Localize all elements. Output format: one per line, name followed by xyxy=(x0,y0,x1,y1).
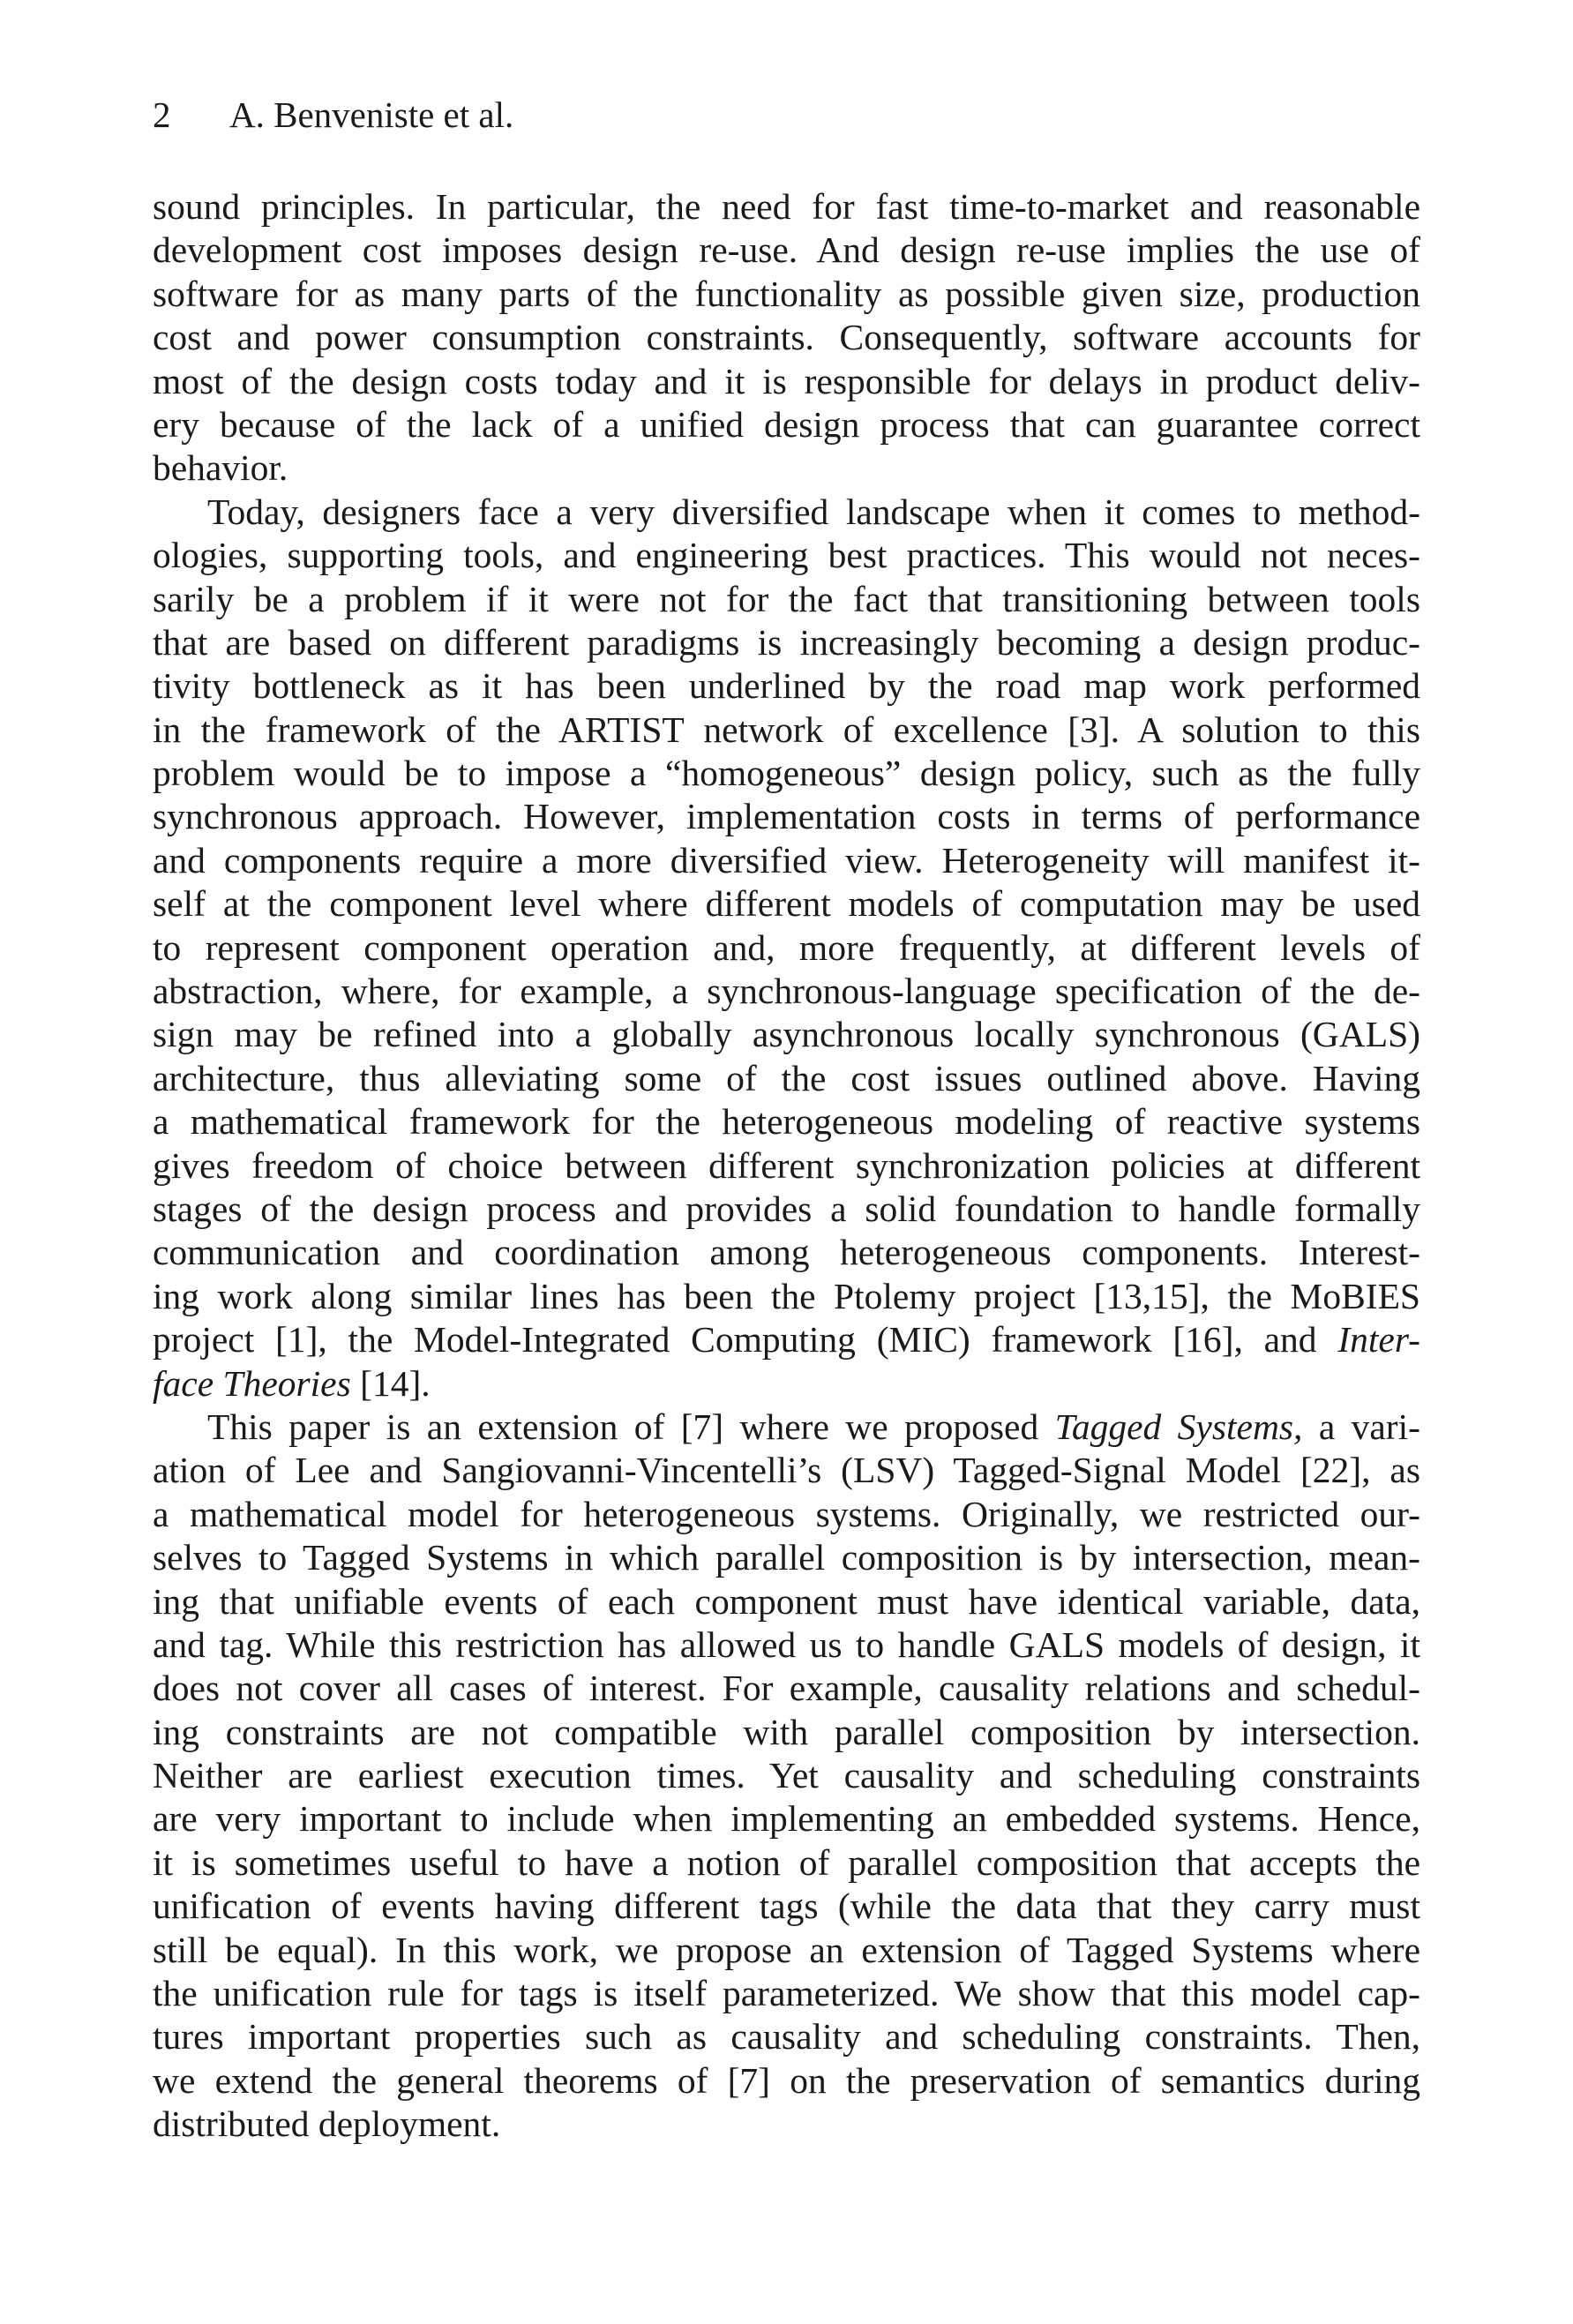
text-line: sign may be refined into a globally asynchronous locally synchronous (GALS) xyxy=(153,1014,1420,1055)
text-line: cost and power consumption constraints. Consequently, software accounts for xyxy=(153,317,1420,358)
emphasis-run: face Theories xyxy=(153,1362,351,1404)
text-line: the unification rule for tags is itself parameterized. We show that this model cap- xyxy=(153,1973,1420,2014)
text-line: are very important to include when implementing an embedded systems. Hence, xyxy=(153,1798,1420,1840)
text-line: abstraction, where, for example, a synchronous-language specification of the de- xyxy=(153,971,1420,1012)
text-line: self at the component level where different models of computation may be used xyxy=(153,883,1420,925)
text-run: a vari- xyxy=(1302,1406,1420,1447)
text-line: we extend the general theorems of [7] on the preservation of semantics during xyxy=(153,2059,1420,2101)
text-line: and tag. While this restriction has allowed us to handle GALS models of design, it xyxy=(153,1623,1420,1665)
text-line: ing constraints are not compatible with parallel composition by intersection. xyxy=(153,1711,1420,1752)
text-line: ing that unifiable events of each component must have identical variable, data, xyxy=(153,1580,1420,1622)
running-head-authors: A. Benveniste et al. xyxy=(229,94,514,135)
emphasis-run: Tagged Systems, xyxy=(1054,1406,1303,1447)
text-line xyxy=(153,1406,1420,1449)
text-line: most of the design costs today and it is responsible for delays in product deliv- xyxy=(153,360,1420,401)
text-line: ologies, supporting tools, and engineering best practices. This would not neces- xyxy=(153,535,1420,576)
text-line: synchronous approach. However, implementation costs in terms of performance xyxy=(153,796,1420,837)
text-line: stages of the design process and provides a solid foundation to handle formally xyxy=(153,1188,1420,1229)
text-line: software for as many parts of the functionality as possible given size, production xyxy=(153,273,1420,314)
text-line: still be equal). In this work, we propose an extension of Tagged Systems where xyxy=(153,1929,1420,1970)
text-line: sarily be a problem if it were not for the fact that transitioning between tools xyxy=(153,578,1420,619)
text-line: in the framework of the ARTIST network of excellence [3]. A solution to this xyxy=(153,708,1420,750)
text-line: selves to Tagged Systems in which parallel composition is by intersection, mean- xyxy=(153,1537,1420,1578)
text-line: Today, designers face a very diversified landscape when it comes to method- xyxy=(207,491,1420,532)
text-run: [14]. xyxy=(350,1362,431,1404)
body-text xyxy=(153,185,1420,2147)
text-line: tivity bottleneck as it has been underlined by the road map work performed xyxy=(153,665,1420,707)
text-line: behavior. xyxy=(153,447,288,489)
text-run: project [1], the Model-Integrated Computing (MIC) framework [16], and xyxy=(153,1319,1338,1361)
text-line: does not cover all cases of interest. For example, causality relations and schedul- xyxy=(153,1668,1420,1709)
text-line: unification of events having different tags (while the data that they carry must xyxy=(153,1885,1420,1927)
text-line: and components require a more diversified view. Heterogeneity will manifest it- xyxy=(153,839,1420,881)
text-line: to represent component operation and, more frequently, at different levels of xyxy=(153,926,1420,968)
text-line: it is sometimes useful to have a notion of parallel composition that accepts the xyxy=(153,1841,1420,1883)
emphasis-run: Inter- xyxy=(1337,1319,1420,1361)
text-line: ery because of the lack of a unified design process that can guarantee correct xyxy=(153,403,1420,445)
text-line: tures important properties such as causality and scheduling constraints. Then, xyxy=(153,2016,1420,2058)
text-line: a mathematical framework for the heterogeneous modeling of reactive systems xyxy=(153,1101,1420,1143)
text-line: ation of Lee and Sangiovanni-Vincentelli’s (LSV) Tagged-Signal Model [22], as xyxy=(153,1450,1420,1491)
text-line: that are based on different paradigms is increasingly becoming a design produc- xyxy=(153,621,1420,663)
text-line: architecture, thus alleviating some of the cost issues outlined above. Having xyxy=(153,1057,1420,1098)
text-run: This paper is an extension of [7] where we proposed xyxy=(207,1406,1055,1447)
text-line xyxy=(153,1362,1420,1406)
text-line: development cost imposes design re-use. And design re-use implies the use of xyxy=(153,229,1420,271)
text-line: gives freedom of choice between different synchronization policies at different xyxy=(153,1144,1420,1186)
text-line: distributed deployment. xyxy=(153,2103,501,2145)
page-number: 2 xyxy=(153,94,171,135)
text-line xyxy=(153,1318,1420,1361)
text-line: Neither are earliest execution times. Yet causality and scheduling constraints xyxy=(153,1755,1420,1796)
text-line: problem would be to impose a “homogeneous” design policy, such as the fully xyxy=(153,753,1420,794)
text-line: ing work along similar lines has been the Ptolemy project [13,15], the MoBIES xyxy=(153,1275,1420,1316)
text-line: communication and coordination among heterogeneous components. Interest- xyxy=(153,1232,1420,1273)
text-line: a mathematical model for heterogeneous systems. Originally, we restricted our- xyxy=(153,1493,1420,1534)
running-head xyxy=(153,93,513,137)
text-line: sound principles. In particular, the need for fast time-to-market and reasonable xyxy=(153,186,1420,227)
